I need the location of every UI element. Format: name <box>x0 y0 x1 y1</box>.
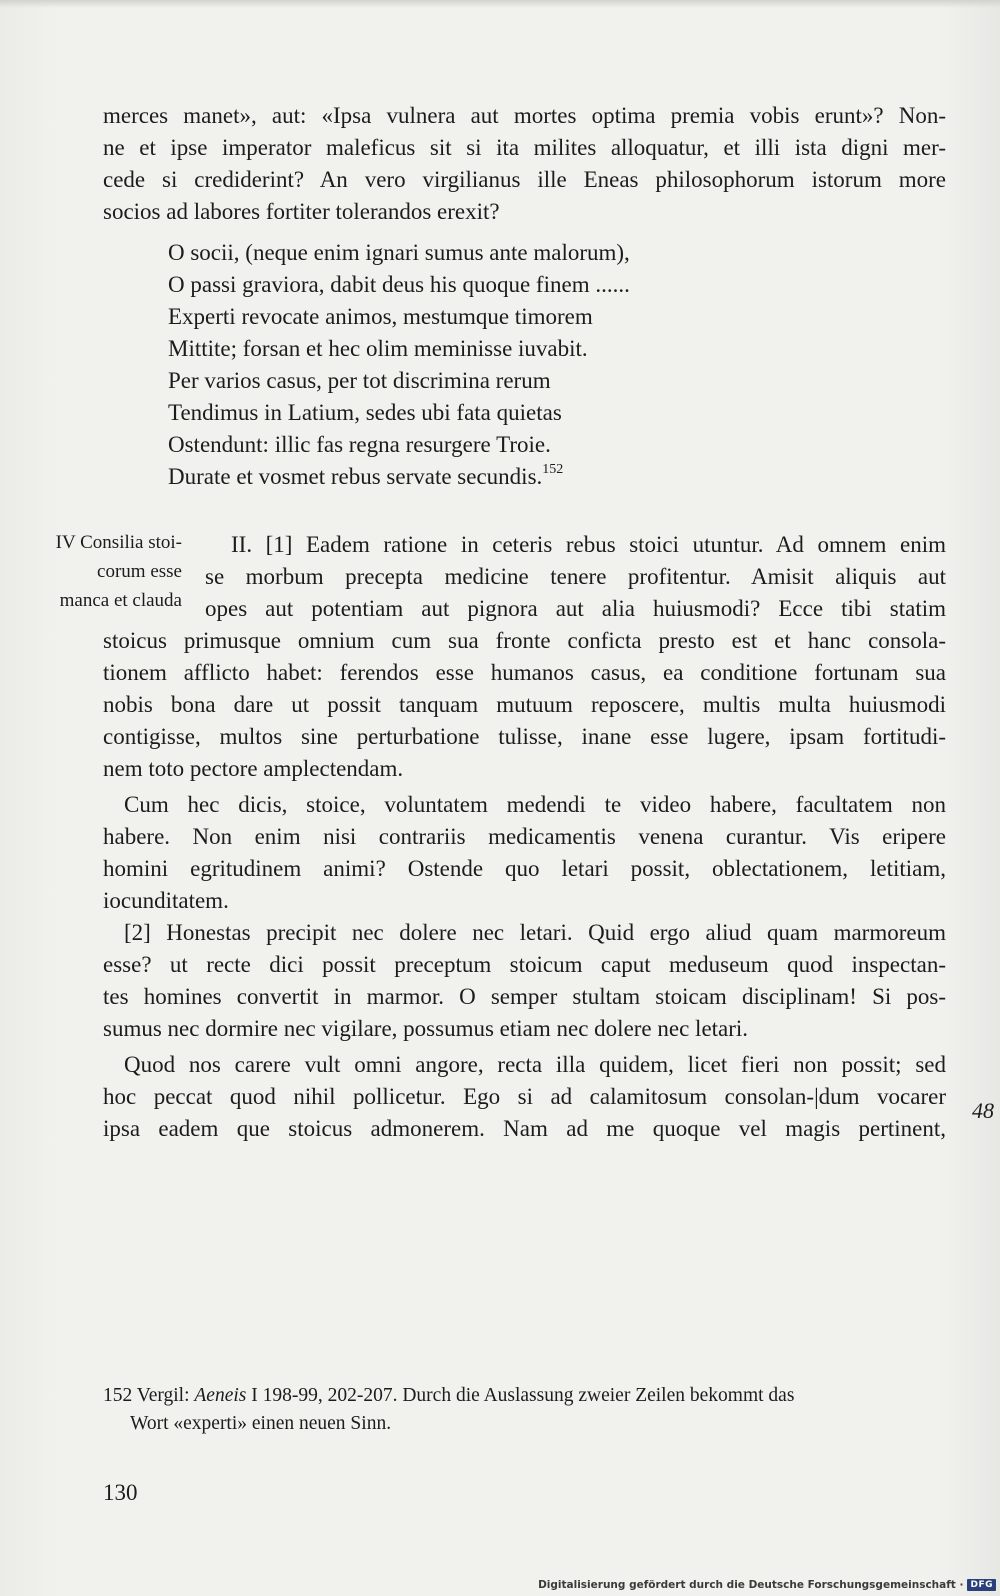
body-text-line: nobis bona dare ut possit tanquam mutuum reposcere, multis multa huiusmodi <box>103 692 946 717</box>
verse-line: Experti revocate animos, mestumque timorem <box>168 304 593 329</box>
verse-line: Ostendunt: illic fas regna resurgere Troie. <box>168 432 551 457</box>
body-text-line: Cum hec dicis, stoice, voluntatem medendi te video habere, facultatem non <box>124 792 946 817</box>
verse-line: Mittite; forsan et hec olim meminisse iuvabit. <box>168 336 588 361</box>
section-heading-line: II. [1] Eadem ratione in ceteris rebus stoici utuntur. Ad omnem enim <box>231 532 946 557</box>
digitization-notice <box>538 1576 996 1594</box>
footnote-rest: I 198-99, 202-207. Durch die Auslassung zweier Zeilen bekommt das <box>246 1385 795 1406</box>
body-text-line: Quod nos carere vult omni angore, recta illa quidem, licet fieri non possit; sed <box>124 1052 946 1077</box>
margin-note-line: manca et clauda <box>59 590 182 611</box>
body-text-line: cede si crediderint? An vero virgilianus ille Eneas philosophorum istorum more <box>103 167 946 192</box>
footnote-reference-152[interactable]: 152 <box>542 462 564 478</box>
footnote-152 <box>103 1382 794 1410</box>
body-text-line: sumus nec dormire nec vigilare, possumus etiam nec dolere nec letari. <box>103 1016 749 1041</box>
body-text-line: homini egritudinem animi? Ostende quo letari possit, oblectationem, letitiam, <box>103 856 946 881</box>
edition-page-marker: 48 <box>972 1098 994 1123</box>
body-text-line: habere. Non enim nisi contrariis medicamentis venena curantur. Vis eripere <box>103 824 946 849</box>
body-text-line: esse? ut recte dici possit preceptum stoicum caput meduseum quod inspectan- <box>103 952 946 977</box>
body-text-line: nem toto pectore amplectendam. <box>103 756 404 781</box>
margin-note-line: corum esse <box>97 561 182 582</box>
footnote-continuation: Wort «experti» einen neuen Sinn. <box>130 1413 392 1434</box>
verse-line: Per varios casus, per tot discrimina rerum <box>168 368 551 393</box>
body-text-line: socios ad labores fortiter tolerandos erexit? <box>103 199 500 224</box>
page-number: 130 <box>103 1480 138 1505</box>
page-top-edge-shadow <box>0 0 1000 8</box>
margin-note-line: IV Consilia stoi- <box>55 532 182 553</box>
body-text-line: merces manet», aut: «Ipsa vulnera aut mortes optima premia vobis erunt»? Non- <box>103 103 946 128</box>
dfg-logo: DFG <box>967 1579 996 1591</box>
verse-line-last <box>168 462 563 492</box>
verse-line-text: Durate et vosmet rebus servate secundis. <box>168 464 543 489</box>
body-text-line: ne et ipse imperator maleficus sit si ita milites alloquatur, et illi ista digni mer- <box>103 135 946 160</box>
body-text-line: hoc peccat quod nihil pollicetur. Ego si ad calamitosum consolan-|dum vocarer <box>103 1084 946 1109</box>
body-text-line: ipsa eadem que stoicus admonerem. Nam ad me quoque vel magis pertinent, <box>103 1116 946 1141</box>
body-text-line: iocunditatem. <box>103 888 229 913</box>
body-text-line: [2] Honestas precipit nec dolere nec letari. Quid ergo aliud quam marmoreum <box>124 920 946 945</box>
verse-line: O socii, (neque enim ignari sumus ante malorum), <box>168 240 630 265</box>
body-text-line: contigisse, multos sine perturbatione tulisse, inane esse lugere, ipsam fortitudi- <box>103 724 946 749</box>
body-text-line: se morbum precepta medicine tenere profitentur. Amisit aliquis aut <box>205 564 946 589</box>
verse-line: Tendimus in Latium, sedes ubi fata quietas <box>168 400 562 425</box>
body-text-line: opes aut potentiam aut pignora aut alia huiusmodi? Ecce tibi statim <box>205 596 946 621</box>
margin-note <box>14 528 182 615</box>
footnote-work-title: Aeneis <box>194 1385 247 1406</box>
verse-line: O passi graviora, dabit deus his quoque finem ...... <box>168 272 630 297</box>
footnote-prefix: 152 Vergil: <box>103 1385 195 1406</box>
body-text-line: tionem afflicto habet: ferendos esse humanos casus, ea conditione fortunam sua <box>103 660 946 685</box>
body-text-line: tes homines convertit in marmor. O semper stultam stoicam disciplinam! Si pos- <box>103 984 946 1009</box>
body-text-line: stoicus primusque omnium cum sua fronte conficta presto est et hanc consola- <box>103 628 946 653</box>
digitization-notice-text: Digitalisierung gefördert durch die Deutsche Forschungsgemeinschaft · <box>538 1579 964 1591</box>
